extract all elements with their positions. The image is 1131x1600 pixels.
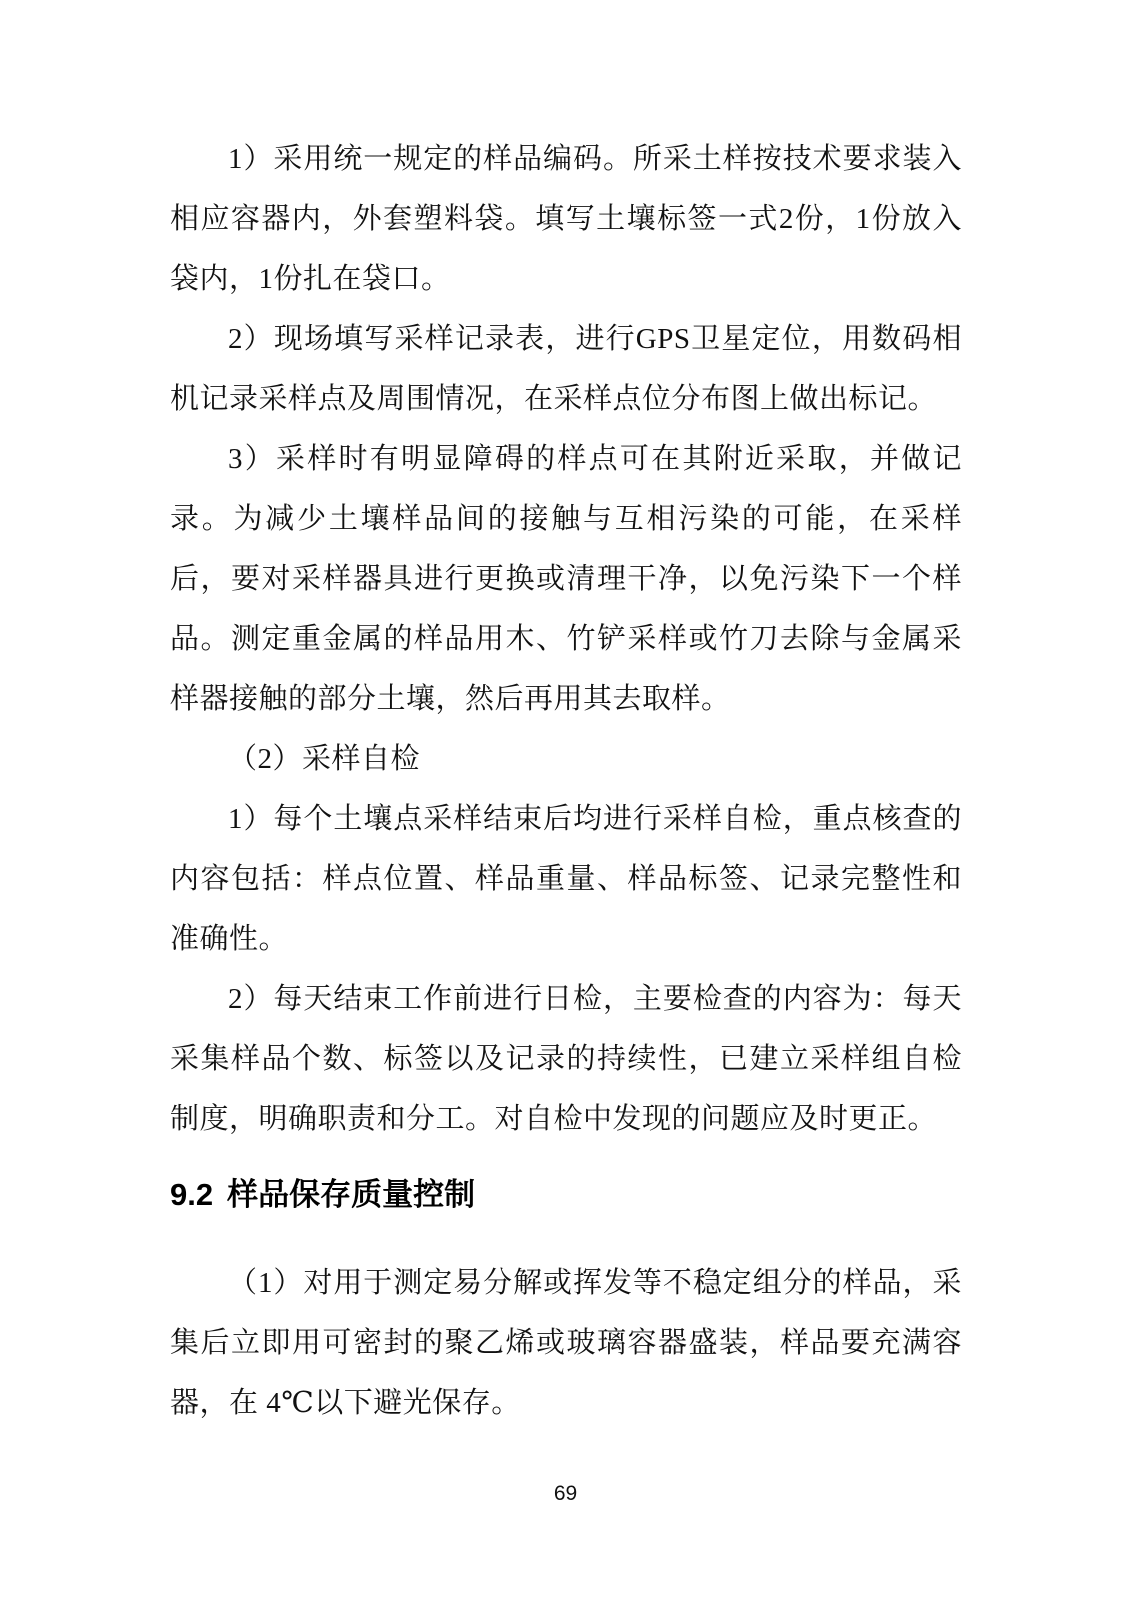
- paragraph-sampling-obstacles: 3）采样时有明显障碍的样点可在其附近采取，并做记录。为减少土壤样品间的接触与互相污染的可能，在采样后，要对采样器具进行更换或清理干净，以免污染下一个样品。测定重金属的样品用木、竹铲采样或竹刀去除与金属采样器接触的部分土壤，然后再用其去取样。: [170, 443, 962, 715]
- paragraph-self-check-subtitle: （2）采样自检: [228, 743, 421, 775]
- section-number: 9.2: [170, 1177, 214, 1212]
- section-title: 样品保存质量控制: [227, 1177, 476, 1212]
- page-footer: [0, 1481, 1131, 1507]
- paragraph-daily-check: 2）每天结束工作前进行日检，主要检查的内容为：每天采集样品个数、标签以及记录的持续性，已建立采样组自检制度，明确职责和分工。对自检中发现的问题应及时更正。: [170, 983, 962, 1135]
- page-number: 69: [553, 1482, 578, 1505]
- paragraph-field-record: 2）现场填写采样记录表，进行GPS卫星定位，用数码相机记录采样点及周围情况，在采样点位分布图上做出标记。: [170, 323, 962, 415]
- section-heading: [170, 1175, 962, 1215]
- document-body: [170, 129, 962, 1433]
- paragraph-self-check-content: 1）每个土壤点采样结束后均进行采样自检，重点核查的内容包括：样点位置、样品重量、样品标签、记录完整性和准确性。: [170, 803, 962, 955]
- paragraph-sample-preservation: （1）对用于测定易分解或挥发等不稳定组分的样品，采集后立即用可密封的聚乙烯或玻璃容器盛装，样品要充满容器，在 4℃以下避光保存。: [170, 1267, 962, 1419]
- paragraph-sample-coding: 1）采用统一规定的样品编码。所采土样按技术要求装入相应容器内，外套塑料袋。填写土壤标签一式2份，1份放入袋内，1份扎在袋口。: [170, 143, 962, 295]
